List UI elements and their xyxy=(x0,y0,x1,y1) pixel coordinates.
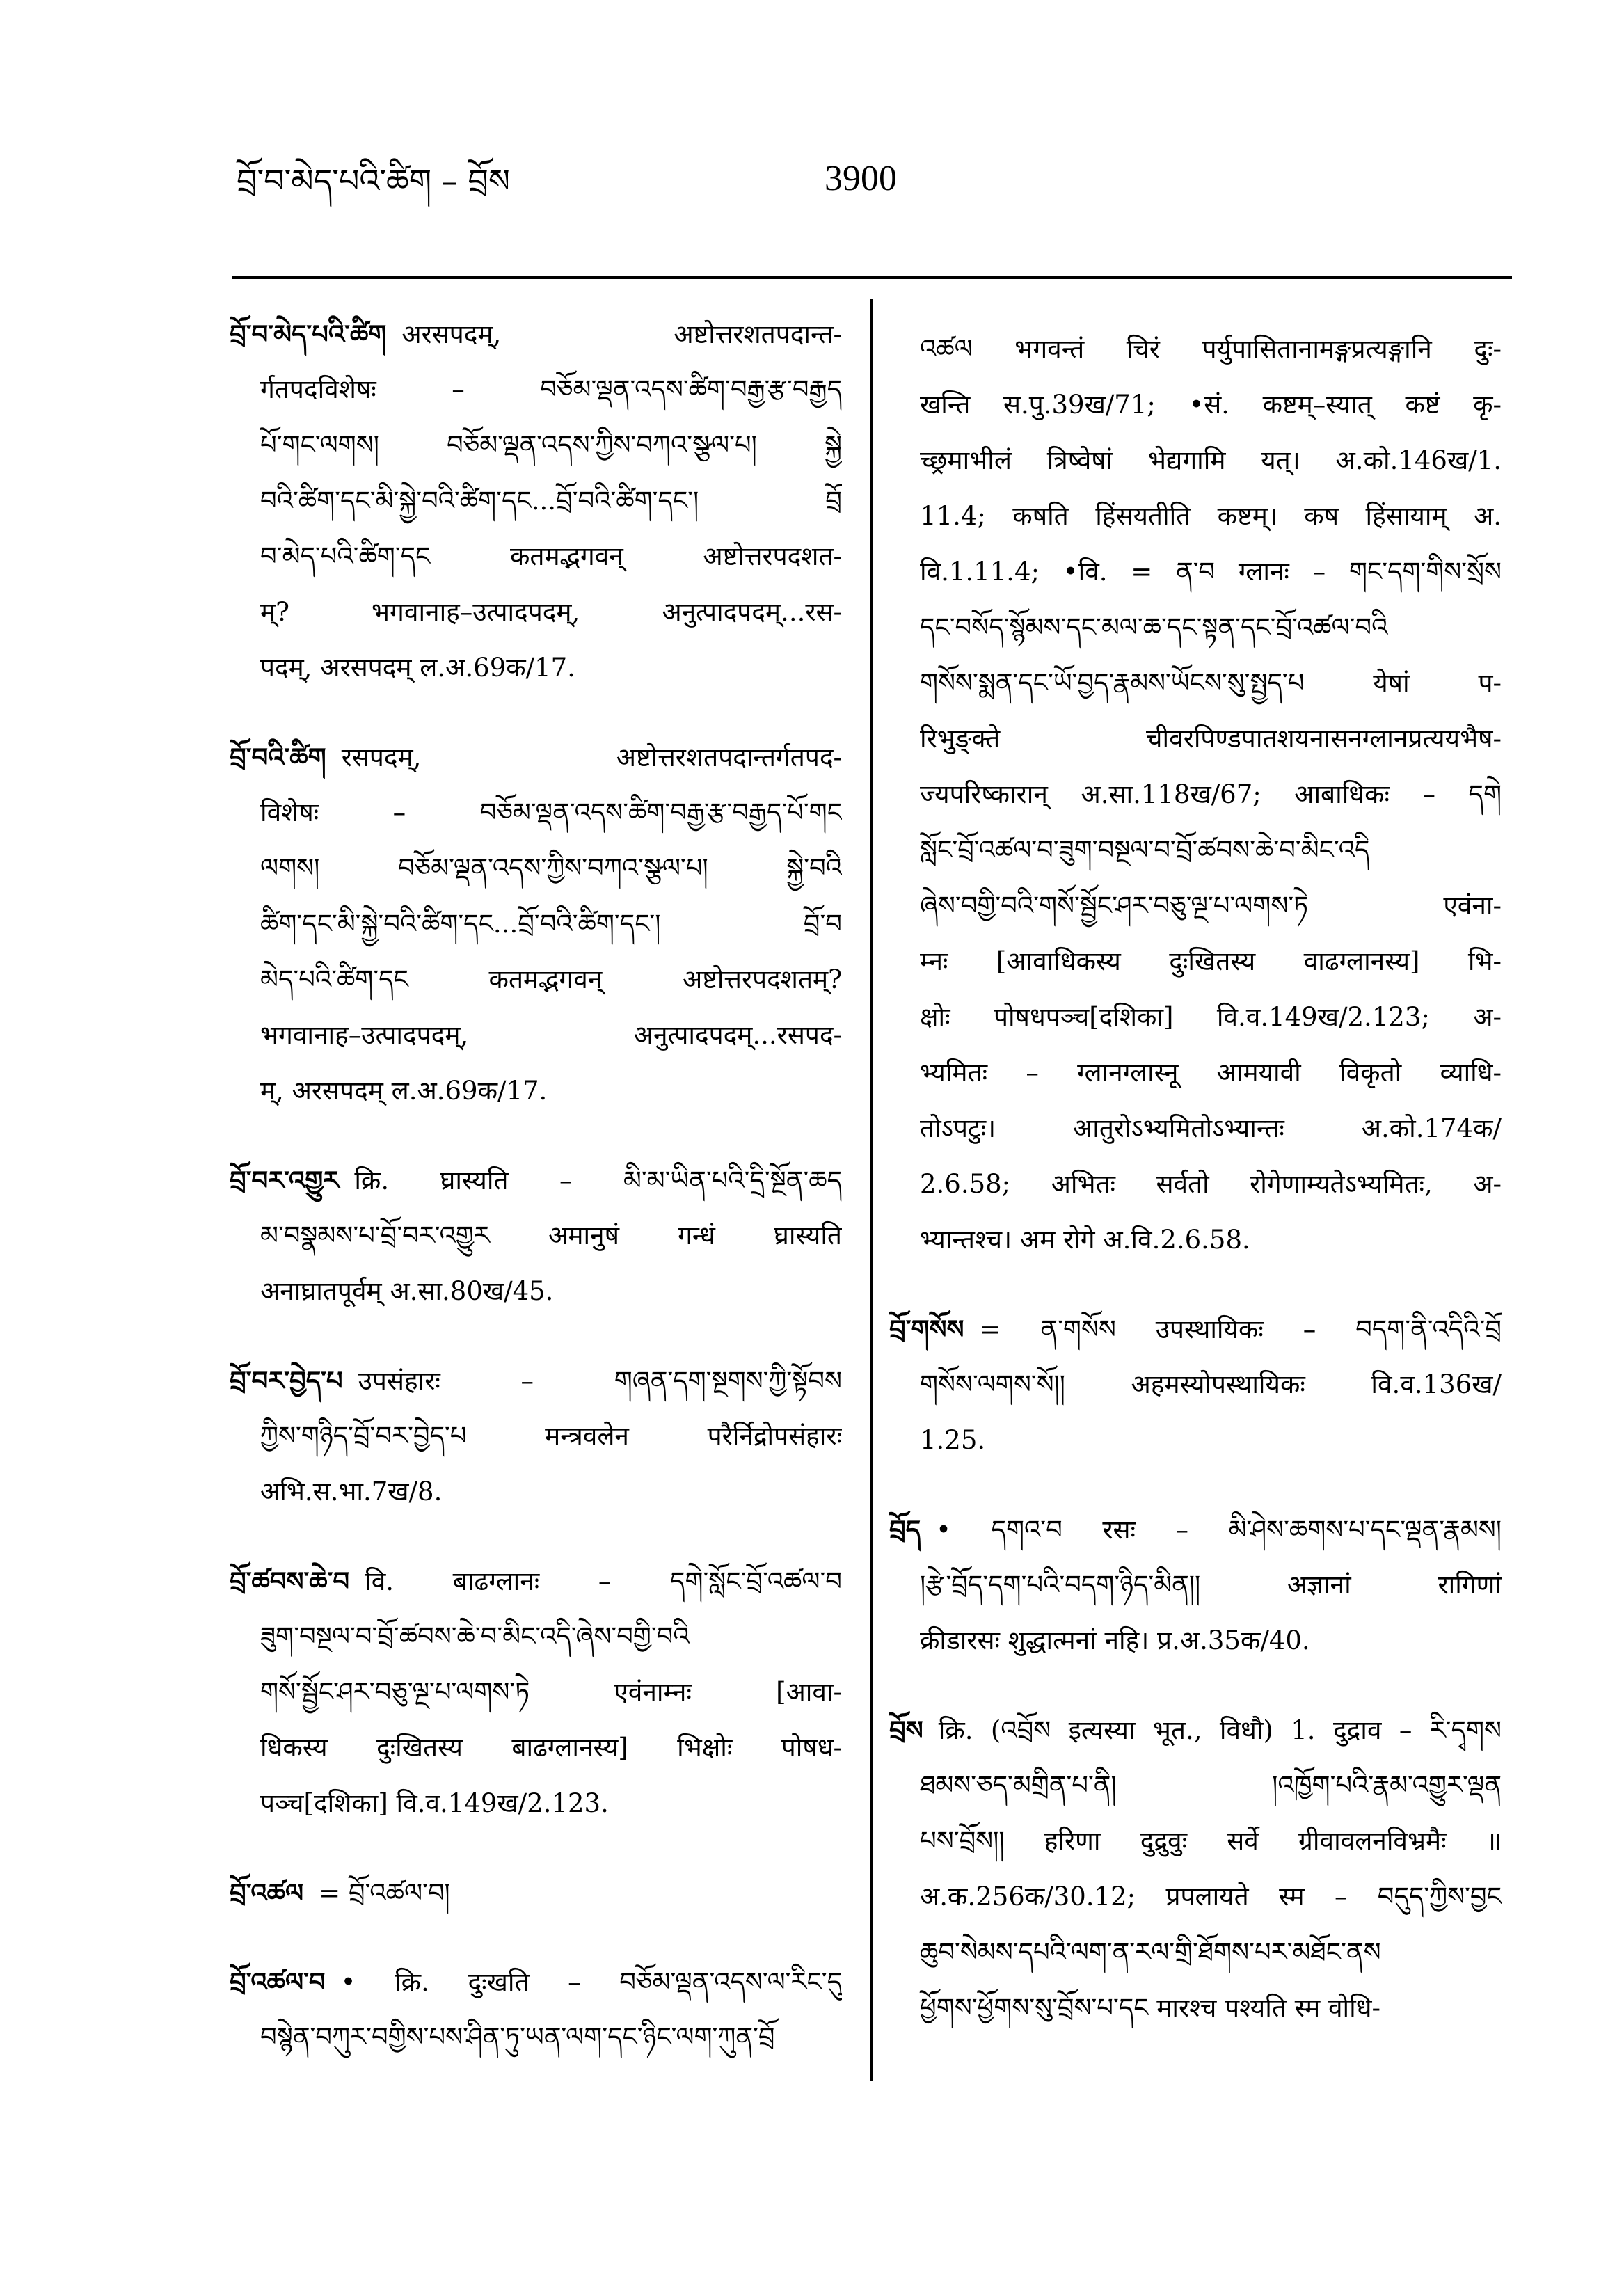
entry-line xyxy=(889,600,1502,655)
entry-line xyxy=(230,1776,842,1831)
entry-line xyxy=(889,1357,1502,1413)
left-column xyxy=(230,306,842,2099)
entry-text: खन्ति स.पु.39ख/71; •सं. कष्टम्–स्यात् कष्टं कृ- xyxy=(920,390,1502,420)
entry-line xyxy=(889,1758,1502,1813)
entry-line xyxy=(230,306,842,362)
column-divider xyxy=(870,299,873,2081)
entry-headword: བྲོ་བའི་ཚིག xyxy=(230,742,326,772)
entry-text: रिभुङ्क्ते चीवरपिण्डपातशयनासनग्लानप्रत्ययभैष- xyxy=(920,724,1502,754)
entry-headword: བྲོ་བ་མེད་པའི་ཚིག xyxy=(230,319,387,349)
entry-line xyxy=(889,711,1502,767)
dictionary-entry xyxy=(230,306,842,696)
entry-line xyxy=(889,544,1502,600)
entry-text: མ་བསྣམས་པ་བྲོ་བར་འགྱུར अमानुषं गन्धं घ्रास्यति xyxy=(260,1220,842,1250)
entry-line xyxy=(889,1557,1502,1613)
entry-line xyxy=(230,585,842,640)
entry-text: །རྩེ་བྲོད་དག་པའི་བདག་ཉིད་མིན།། अज्ञानां रागिणां xyxy=(920,1570,1502,1600)
entry-text: अरसपदम्, अष्टोत्तरशतपदान्त- xyxy=(401,319,842,349)
entry-line xyxy=(889,655,1502,711)
entry-line xyxy=(889,433,1502,488)
header-divider xyxy=(232,276,1512,279)
entry-line xyxy=(230,1954,842,2010)
entry-text: ज्यपरिष्कारान् अ.सा.118ख/67; आबाधिकः – དགེ xyxy=(920,779,1502,809)
entry-line xyxy=(230,1008,842,1063)
entry-line xyxy=(889,1613,1502,1669)
entry-text: म्? भगवानाह–उत्पादपदम्, अनुत्पादपदम्...रस- xyxy=(260,597,842,627)
entry-line xyxy=(230,1208,842,1264)
entry-text: अभि.स.भा.7ख/8. xyxy=(260,1477,443,1506)
entry-text: འཚལ भगवन्तं चिरं पर्युपासितानामङ्गप्रत्यङ्गानि दुः- xyxy=(920,334,1502,364)
entry-text: 2.6.58; अभितः सर्वतो रोगेणाम्यतेऽभ्यमितः, अ- xyxy=(920,1169,1502,1199)
entry-line xyxy=(230,785,842,841)
entry-line xyxy=(230,1063,842,1119)
entry-text: ཞེས་བགྱི་བའི་གསོ་སྦྱོང་ཤར་བཅུ་ལྔ་པ་ལགས་ཏེ एवंना- xyxy=(920,891,1502,921)
entry-text: भ्यमितः – ग्लानग्लास्नू आमयावी विकृतो व्याधि- xyxy=(920,1058,1502,1088)
entry-text: धिकस्य दुःखितस्य बाढग्लानस्य] भिक्षोः पोषध- xyxy=(260,1733,842,1763)
entry-line xyxy=(889,1702,1502,1758)
entry-text: མེད་པའི་ཚིག་དང कतमद्भगवन् अष्टोत्तरपदशतम्? xyxy=(260,964,842,994)
entry-line xyxy=(889,1301,1502,1357)
entry-text: पदम्, अरसपदम् ल.अ.69क/17. xyxy=(260,653,575,683)
entry-line xyxy=(230,640,842,696)
entry-text: = བྲོ་འཚལ་བ། xyxy=(319,1878,450,1908)
entry-text: བའི་ཚིག་དང་མི་སྐྱེ་བའི་ཚིག་དང...བྲོ་བའི་ཚིག་དང་། བྲོ xyxy=(260,486,842,516)
entry-line xyxy=(889,1156,1502,1212)
entry-line xyxy=(889,822,1502,878)
entry-line xyxy=(230,1865,842,1921)
entry-line xyxy=(230,1664,842,1720)
entry-text: पञ्च[दशिका] वि.व.149ख/2.123. xyxy=(260,1788,609,1818)
entry-text: विशेषः – བཅོམ་ལྡན་འདས་ཚིག་བརྒྱ་རྩ་བརྒྱད་པོ་གང xyxy=(260,797,842,827)
entry-text: रसपदम्, अष्टोत्तरशतपदान्तर्गतपद- xyxy=(341,742,842,772)
entry-text: अ.क.256क/30.12; प्रपलायते स्म – བདུད་ཀྱིས་བྱང xyxy=(920,1882,1502,1911)
entry-line xyxy=(889,321,1502,377)
entry-line xyxy=(230,1609,842,1664)
dictionary-entry xyxy=(230,1865,842,1921)
entry-text: གསོས་སྨན་དང་ཡོ་བྱད་རྣམས་ཡོངས་སུ་སྤྱད་པ येषां प- xyxy=(920,668,1502,698)
entry-text: भगवानाह–उत्पादपदम्, अनुत्पादपदम्...रसपद- xyxy=(260,1020,842,1050)
entry-text: བ་མེད་པའི་ཚིག་དང कतमद्भगवन् अष्टोत्तरपदशत- xyxy=(260,541,842,571)
dictionary-entry xyxy=(889,1702,1502,2036)
entry-headword: བྲོ་བར་བྱེད་པ xyxy=(230,1365,343,1396)
entry-line xyxy=(230,2010,842,2065)
entry-line xyxy=(889,1925,1502,1980)
entry-headword: བྲོ་ཚབས་ཆེ་བ xyxy=(230,1566,350,1596)
entry-line xyxy=(889,934,1502,989)
dictionary-entry xyxy=(889,1502,1502,1669)
entry-line xyxy=(889,377,1502,433)
entry-line xyxy=(889,878,1502,934)
dictionary-entry xyxy=(230,1553,842,1831)
entry-line xyxy=(230,896,842,952)
entry-line xyxy=(230,473,842,529)
entry-line xyxy=(889,767,1502,822)
entry-text: པས་བྲོས།། हरिणा दुद्रुवुः सर्वे ग्रीवावलनविभ्रमैः ॥ xyxy=(920,1826,1502,1856)
dictionary-entry xyxy=(889,321,1502,1268)
entry-text: སློང་བྲོ་འཚལ་བ་ཟུག་བསྔལ་བ་བྲོ་ཚབས་ཆེ་བ་མིང་འདི xyxy=(920,835,1370,865)
entry-text: अनाघ्रातपूर्वम् अ.सा.80ख/45. xyxy=(260,1276,554,1306)
entry-text: उपसंहारः – གཞན་དག་སྔགས་ཀྱི་སྟོབས xyxy=(358,1366,842,1396)
entry-text: 11.4; कषति हिंसयतीति कष्टम्। कष हिंसायाम् अ. xyxy=(920,501,1502,531)
entry-headword: བྲོ་འཚལ་བ xyxy=(230,1966,326,1997)
entry-text: ཐམས་ཅད་མགྲིན་པ་ནི། །འཁྱོག་པའི་རྣམ་འགྱུར་ལྡན xyxy=(920,1770,1502,1800)
dictionary-entry xyxy=(230,1152,842,1319)
entry-text: བསྙེན་བཀུར་བགྱིས་པས་ཤིན་ཏུ་ཡན་ལག་དང་ཉིང་ལག་ཀུན་བྲོ xyxy=(260,2022,775,2052)
entry-line xyxy=(230,1464,842,1520)
entry-text: वि.1.11.4; •वि. = ན་བ ग्लानः – གང་དག་གིས་སྲོས xyxy=(920,557,1502,587)
entry-line xyxy=(889,1869,1502,1925)
entry-text: म्नः [आवाधिकस्य दुःखितस्य वाढग्लानस्य] भि- xyxy=(920,946,1502,976)
entry-text: ཀྱིས་གཉིད་བྲོ་བར་བྱེད་པ मन्त्रवलेन परैर्निद्रोपसंहारः xyxy=(260,1421,842,1451)
entry-text: भ्यान्तश्च। अम रोगे अ.वि.2.6.58. xyxy=(920,1225,1250,1255)
entry-line xyxy=(230,1720,842,1776)
entry-text: = ན་གསོས उपस्थायिकः – བདག་ནི་འདིའི་བྲོ xyxy=(979,1314,1502,1344)
entry-line xyxy=(230,418,842,473)
entry-text: क्रीडारसः शुद्धात्मनां नहि। प्र.अ.35क/40. xyxy=(920,1625,1310,1655)
entry-line xyxy=(230,362,842,418)
entry-text: ཕྱོགས་ཕྱོགས་སུ་བྲོས་པ་དང मारश्च पश्यति स्म वोधि- xyxy=(920,1993,1380,2023)
entry-text: • དགའ་བ रसः – མི་ཤེས་ཆགས་པ་དང་ལྡན་རྣམས། xyxy=(936,1515,1502,1545)
dictionary-entry xyxy=(889,1301,1502,1468)
entry-text: • क्रि. दुःखति – བཅོམ་ལྡན་འདས་ལ་རིང་དུ xyxy=(340,1967,842,1997)
entry-line xyxy=(230,1264,842,1319)
entry-text: ཟུག་བསྔལ་བ་བྲོ་ཚབས་ཆེ་བ་མིང་འདི་ཞེས་བགྱི་བའི xyxy=(260,1621,690,1651)
entry-text: क्षोः पोषधपञ्च[दशिका] वि.व.149ख/2.123; अ- xyxy=(920,1002,1502,1032)
entry-headword: བྲོད xyxy=(889,1514,921,1545)
entry-line xyxy=(889,1980,1502,2036)
entry-text: ཚིག་དང་མི་སྐྱེ་བའི་ཚིག་དང...བྲོ་བའི་ཚིག་དང་། བྲོ་བ xyxy=(260,909,842,939)
entry-text: 1.25. xyxy=(920,1425,986,1455)
entry-line xyxy=(230,1408,842,1464)
entry-text: क्रि. (འབྲོས इत्यस्या भूत., विधौ) 1. दुद्राव – རི་དྭགས xyxy=(938,1715,1502,1745)
entry-line xyxy=(230,841,842,896)
entry-text: म्, अरसपदम् ल.अ.69क/17. xyxy=(260,1076,548,1106)
entry-text: ཆུབ་སེམས་དཔའི་ལག་ན་རལ་གྲི་ཐོགས་པར་མཐོང་ནས xyxy=(920,1937,1381,1967)
entry-line xyxy=(889,1413,1502,1468)
entry-text: क्रि. घ्रास्यति – མི་མ་ཡིན་པའི་དྲི་སྔོན་ཆད xyxy=(354,1166,842,1195)
dictionary-entry xyxy=(230,1353,842,1520)
entry-text: གསོས་ལགས་སོ།། अहमस्योपस्थायिकः वि.व.136ख/ xyxy=(920,1369,1502,1399)
dictionary-entry xyxy=(230,729,842,1119)
entry-headword: བྲོ་བར་འགྱུར xyxy=(230,1165,340,1195)
entry-line xyxy=(889,488,1502,544)
entry-line xyxy=(889,1212,1502,1268)
entry-text: ལགས། བཅོམ་ལྡན་འདས་ཀྱིས་བཀའ་སྩལ་པ། སྐྱེ་བའི xyxy=(260,853,842,883)
entry-line xyxy=(889,1101,1502,1156)
entry-headword: བྲོ་འཚལ xyxy=(230,1877,304,1908)
entry-line xyxy=(230,1553,842,1609)
entry-text: च्छ्रमाभीलं त्रिष्वेषां भेद्यगामि यत्। अ.को.146ख/1. xyxy=(920,445,1502,475)
entry-line xyxy=(230,952,842,1008)
running-head: བྲོ་བ་མེད་པའི་ཚིག – བྲོས xyxy=(237,162,510,200)
entry-text: དང་བསོད་སྙོམས་དང་མལ་ཆ་དང་སྟན་དང་བྲོ་འཚལ་བའི xyxy=(920,612,1388,642)
entry-text: र्गतपदविशेषः – བཅོམ་ལྡན་འདས་ཚིག་བརྒྱ་རྩ་བརྒྱད xyxy=(260,374,842,404)
entry-text: པོ་གང་ལགས། བཅོམ་ལྡན་འདས་ཀྱིས་བཀའ་སྩལ་པ། སྐྱེ xyxy=(260,430,842,460)
page-number: 3900 xyxy=(825,159,897,198)
entry-text: तोऽपटुः। आतुरोऽभ्यमितोऽभ्यान्तः अ.को.174क/ xyxy=(920,1113,1502,1143)
entry-line xyxy=(889,1502,1502,1557)
entry-line xyxy=(230,729,842,785)
entry-line xyxy=(230,529,842,585)
entry-line xyxy=(889,1813,1502,1869)
dictionary-entry xyxy=(230,1954,842,2065)
entry-line xyxy=(889,1045,1502,1101)
entry-text: གསོ་སྦྱོང་ཤར་བཅུ་ལྔ་པ་ལགས་ཏེ एवंनाम्नः [आवा- xyxy=(260,1677,842,1707)
entry-headword: བྲོས xyxy=(889,1715,923,1745)
entry-line xyxy=(230,1353,842,1408)
entry-text: वि. बाढग्लानः – དགེ་སློང་བྲོ་འཚལ་བ xyxy=(365,1566,842,1596)
entry-headword: བྲོ་གསོས xyxy=(889,1314,964,1344)
entry-line xyxy=(230,1152,842,1208)
entry-line xyxy=(889,989,1502,1045)
right-column xyxy=(889,321,1502,2069)
